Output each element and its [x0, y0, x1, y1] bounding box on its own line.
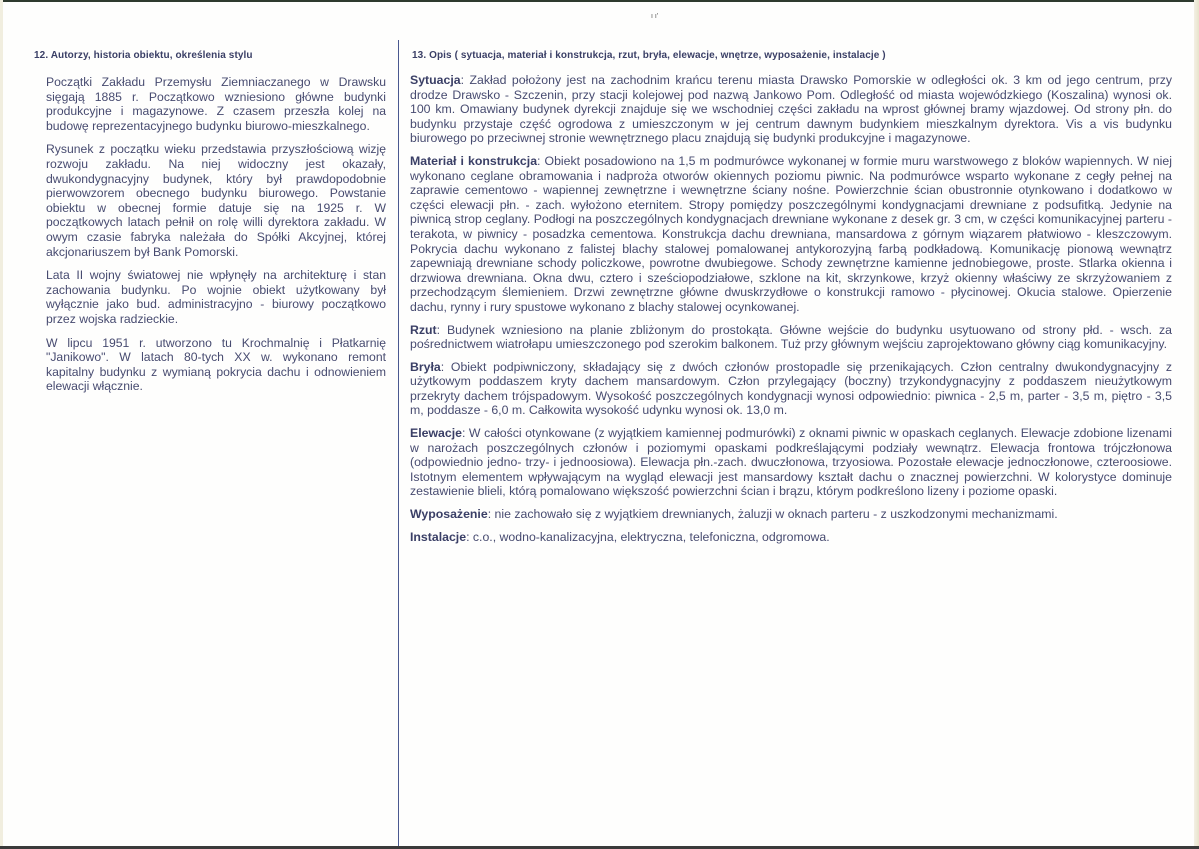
column-divider	[398, 40, 399, 846]
history-paragraph-2: Rysunek z początku wieku przedstawia przyszłościową wizję rozwoju zakładu. Na niej widoczny jest okazały, dwukondygnacyjny budynek, który był prawdopodobnie pierwowzorem obecnego budynku biurowego. Powstanie obiektu w obecnej formie datuje się na 1925 r. W początkowych latach pełnił on rolę willi dyrektora zakładu. W owym czasie fabryka należała do Spółki Akcyjnej, której akcjonariuszem był Bank Pomorski.	[46, 142, 386, 259]
entry-label: Elewacje	[410, 426, 462, 441]
history-paragraph-4: W lipcu 1951 r. utworzono tu Krochmalnię i Płatkarnię "Janikowo". W latach 80-tych XX w. wykonano remont kapitalny budynku z wymianą pokrycia dachu i odnowieniem elewacji włącznie.	[46, 335, 386, 394]
scan-right-edge	[1194, 0, 1199, 849]
entry-text: : Zakład położony jest na zachodnim krańcu terenu miasta Drawsko Pomorskie w odległości ok. 3 km od jego centrum, przy drodze Drawsko - Szczenin, przy stacji kolejowej pod nazwą Jankowo Pom. Odległość od miasta wojewódzkiego (Koszalina) wynosi ok. 100 km. Omawiany budynek dyrekcji znajduje się we wschodniej części zakładu na wprost głównej bramy wjazdowej. Od strony płn. do budynku przystaje część ogrodowa z umieszczonym w jej centrum dawnym budynkiem mieszkalnym dyrektora. Vis a vis budynku biurowego po przeciwnej stronie wewnętrznego placu znajdują się budynki produkcyjne i magazynowe.	[410, 73, 1172, 146]
entry-label: Materiał i konstrukcja	[410, 153, 538, 168]
section-13-description	[410, 50, 1172, 552]
section-12-title: 12. Autorzy, historia obiektu, określenia stylu	[34, 50, 253, 61]
entry-text: : W całości otynkowane (z wyjątkiem kamiennej podmurówki) z oknami piwnic w opaskach ceglanych. Elewacje zdobione lizenami w narożach poszczególnych członów i poziomymi opaskami podkreślającymi podziały wewnątrz. Elewacja frontowa trójczłonowa (odpowiednio jedno- trzy- i jednoosiowa). Elewacja płn.-zach. dwuczłonowa, trzyosiowa. Pozostałe elewacje jednoczłonowe, czteroosiowe. Istotnym elementem wpływającym na wygląd elewacji jest mansardowy kształt dachu o znacznej powierzchni. W kolorystyce dominuje zestawienie blieli, którą pomalowano większość powierzchni ścian i brązu, którym podkreślono lizeny i poziome opaski.	[410, 426, 1172, 499]
entry-text: : Budynek wzniesiono na planie zbliżonym do prostokąta. Główne wejście do budynku usytuowano od strony płd. - wsch. za pośrednictwem wiatrołapu umieszczonego pod szerokim balkonem. Tuż przy głównym wejściu zaprojektowano główny ciąg komunikacyjny.	[410, 322, 1172, 352]
entry-bryla	[410, 360, 1172, 418]
entry-material-konstrukcja	[410, 154, 1172, 315]
section-13-title: 13. Opis ( sytuacja, materiał i konstrukcja, rzut, bryła, elewacje, wnętrze, wyposażenie, instalacje )	[412, 50, 886, 61]
entry-text: : nie zachowało się z wyjątkiem drewnianych, żaluzji w oknach parteru - z uszkodzonymi mechanizmami.	[487, 507, 1058, 522]
entry-sytuacja	[410, 73, 1172, 146]
entry-label: Bryła	[410, 359, 441, 374]
entry-wyposazenie	[410, 507, 1172, 522]
scan-mark: ı ı'	[651, 13, 659, 20]
scan-left-edge	[0, 0, 3, 849]
entry-label: Rzut	[410, 322, 437, 337]
entry-label: Instalacje	[410, 529, 467, 544]
entry-rzut	[410, 323, 1172, 352]
history-paragraph-1: Początki Zakładu Przemysłu Ziemniaczanego w Drawsku sięgają 1885 r. Początkowo wzniesiono główne budynki produkcyjne i magazynowe. Z czasem przeszła kolej na budowę reprezentacyjnego budynku biurowo-mieszkalnego.	[46, 75, 386, 133]
section-12-history	[34, 50, 386, 403]
entry-text: : c.o., wodno-kanalizacyjna, elektryczna, telefoniczna, odgromowa.	[466, 529, 830, 544]
scan-top-edge	[0, 0, 1199, 2]
history-paragraph-3: Lata II wojny światowej nie wpłynęły na architekturę i stan zachowania budynku. Po wojnie obiekt użytkowany był wyłącznie jako bud. administracyjno - biurowy początkowo przez wojska radzieckie.	[46, 268, 386, 326]
entry-label: Sytuacja	[410, 73, 461, 87]
entry-elewacje	[410, 426, 1172, 499]
entry-label: Wyposażenie	[410, 507, 488, 522]
entry-text: : Obiekt podpiwniczony, składający się z dwóch członów prostopadle się przenikających. Człon centralny dwukondygnacyjny z użytkowym poddaszem kryty dachem mansardowym. Człon przylegający (boczny) trzykondygnacyjny z poddaszem nieużytkowym przekryty dachem trójspadowym. Wysokość poszczególnych kondygnacji wynosi odpowiednio: piwnica - 2,5 m, parter - 3,5 m, piętro - 3,5 m, poddasze - 6,0 m. Całkowita wysokość udynku wynosi ok. 13,0 m.	[410, 359, 1172, 418]
entry-instalacje	[410, 530, 1172, 545]
entry-text: : Obiekt posadowiono na 1,5 m podmurówce wykonanej w formie muru warstwowego z bloków wapiennych. W niej wykonano ceglane obramowania i nadproża otworów okiennych poziomu piwnic. Na podmurówce wsparto wykonane z cegły pełnej na zaprawie cementowo - wapiennej zewnętrzne i wewnętrzne ściany nośne. Powierzchnie ścian obustronnie otynkowano i dodatkowo w części elewacji płn. - zach. wyłożono eternitem. Stropy pomiędzy poszczególnymi kondygnacjami drewniane z podsufitką. Jedynie na piwnicą strop ceglany. Podłogi na poszczególnych kondygnacjach drewniane wykonane z desek gr. 3 cm, w części komunikacyjnej parteru - terakota, w piwnicy - posadzka cementowa. Konstrukcja dachu drewniana, mansardowa z górnym wiązarem płatwiowo - kleszczowym. Pokrycia dachu wykonano z falistej blachy stalowej pomalowanej antykorozyjną farbą podkładową. Komunikację pionową wewnątrz zapewniają drewniane schody policzkowe, powrotne dwubiegowe. Schody zewnętrzne kamienne jednobiegowe, proste. Stlarka okienna i drzwiowa drewniana. Okna dwu, cztero i sześciopodziałowe, szklone na kit, skrzynkowe, krzyż okienny właściwy ze skrzyżowaniem z przechodzącym ślemieniem. Drzwi zewnętrzne główne dwuskrzydłowe o konstrukcji ramowo - płycinowej. Okucia stalowe. Opierzenie dachu, rynny i rury spustowe wykonano z blachy stalowej ocynkowanej.	[410, 153, 1172, 314]
